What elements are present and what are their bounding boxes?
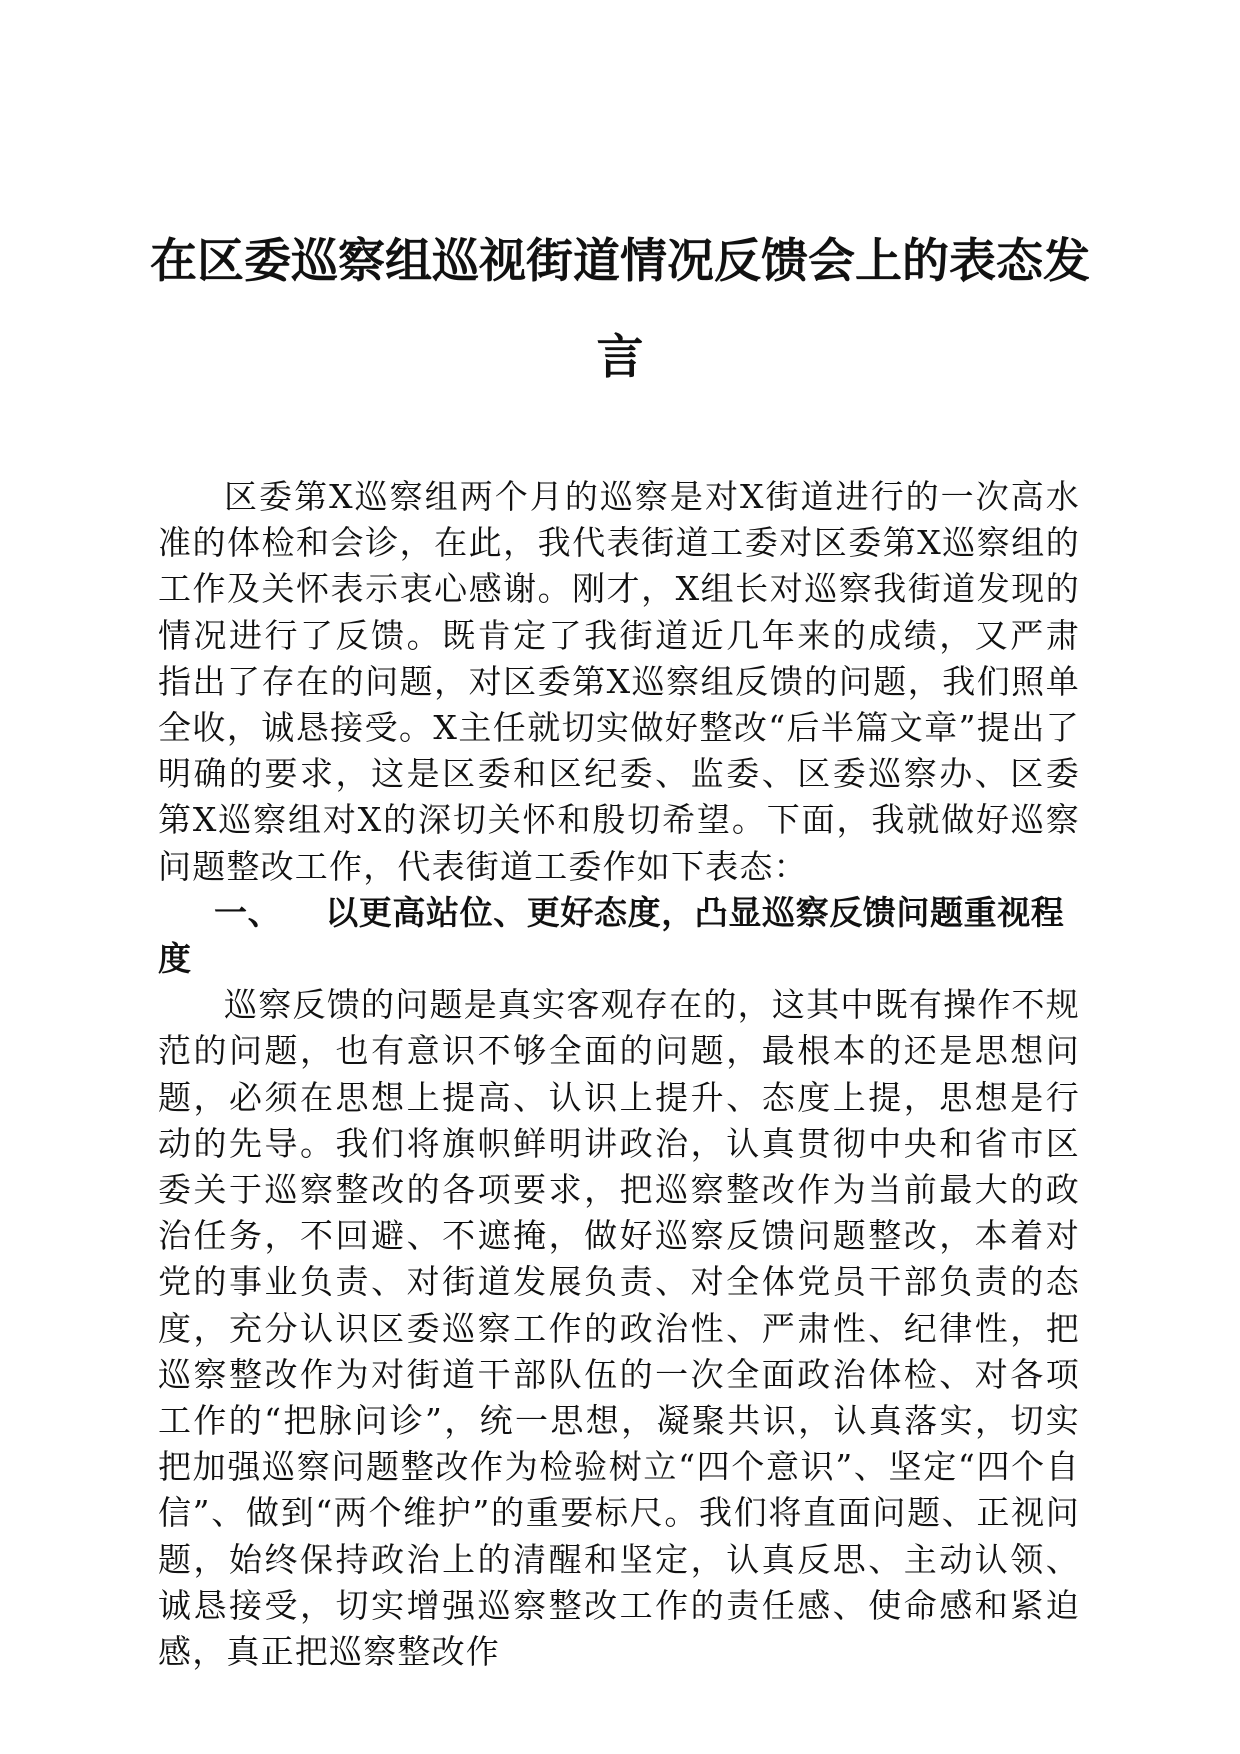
section-number: 一、: [214, 892, 282, 932]
section-1-paragraph: 巡察反馈的问题是真实客观存在的，这其中既有操作不规范的问题，也有意识不够全面的问题，最根本的还是思想问题，必须在思想上提高、认识上提升、态度上提，思想是行动的先导。我们将旗帜鲜明讲政治，认真贯彻中央和省市区委关于巡察整改的各项要求，把巡察整改作为当前最大的政治任务，不回避、不遮掩，做好巡察反馈问题整改，本着对党的事业负责、对街道发展负责、对全体党员干部负责的态度，充分认识区委巡察工作的政治性、严肃性、纪律性，把巡察整改作为对街道干部队伍的一次全面政治体检、对各项工作的“把脉问诊”，统一思想，凝聚共识，认真落实，切实把加强巡察问题整改作为检验树立“四个意识”、坚定“四个自信”、做到“两个维护”的重要标尺。我们将直面问题、正视问题，始终保持政治上的清醒和坚定，认真反思、主动认领、诚恳接受，切实增强巡察整改工作的责任感、使命感和紧迫感，真正把巡察整改作: [158, 985, 1080, 1672]
section-heading-text: 以更高站位、更好态度，凸显巡察反馈问题重视程度: [158, 892, 1065, 979]
document-body: [158, 474, 1080, 1675]
section-heading-1: [158, 890, 1080, 982]
intro-paragraph: 区委第X巡察组两个月的巡察是对X街道进行的一次高水准的体检和会诊，在此，我代表街道工委对区委第X巡察组的工作及关怀表示衷心感谢。刚才，X组长对巡察我街道发现的情况进行了反馈。既肯定了我街道近几年来的成绩，又严肃指出了存在的问题，对区委第X巡察组反馈的问题，我们照单全收，诚恳接受。X主任就切实做好整改“后半篇文章”提出了明确的要求，这是区委和区纪委、监委、区委巡察办、区委第X巡察组对X的深切关怀和殷切希望。下面，我就做好巡察问题整改工作，代表街道工委作如下表态：: [158, 477, 1080, 886]
document-title: 在区委巡察组巡视街道情况反馈会上的表态发言: [150, 234, 1090, 385]
